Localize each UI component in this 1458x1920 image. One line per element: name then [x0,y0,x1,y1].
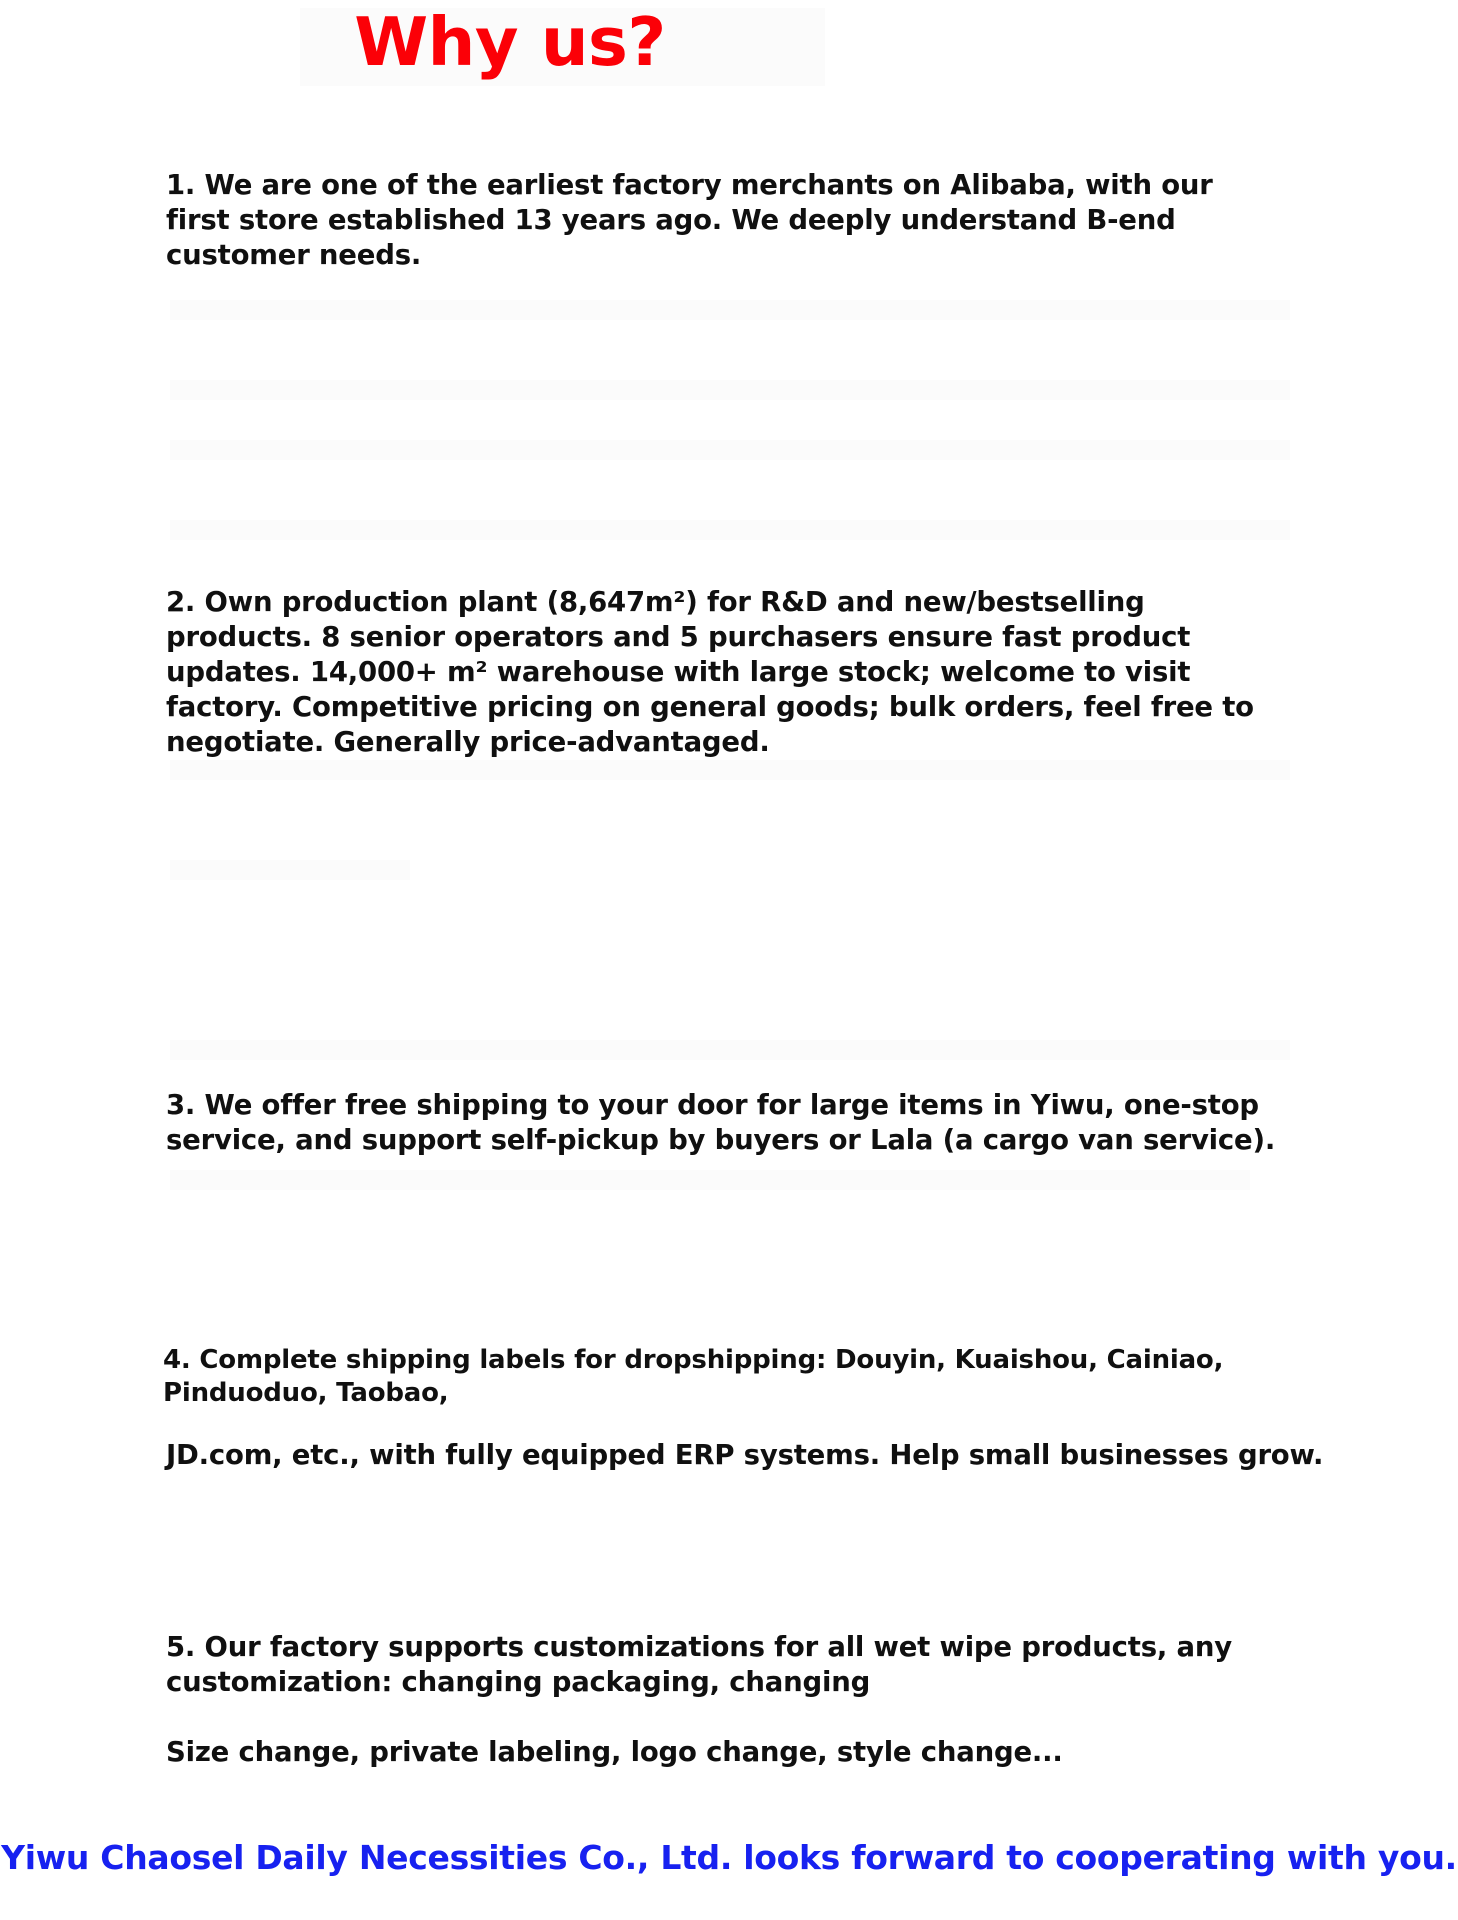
page-title: Why us? [354,3,666,81]
point-2-text: 2. Own production plant (8,647m²) for R&D and new/bestselling products. 8 senior operators and 5 purchasers ensure fast product updates. 14,000+ m² warehouse with large stock; welcome to visit factory. Competitive pricing on general goods; bulk orders, feel free to negotiate. Generally price-advantaged. [166,586,1254,758]
watermark-row [170,520,1290,540]
point-3-text: 3. We offer free shipping to your door for large items in Yiwu, one-stop service, and support self-pickup by buyers or Lala (a cargo van service). [166,1089,1276,1156]
watermark-row [170,760,1290,780]
point-1-text: 1. We are one of the earliest factory merchants on Alibaba, with our first store established 13 years ago. We deeply understand B-end customer needs. [166,169,1213,271]
footer-company-statement: Yiwu Chaosel Daily Necessities Co., Ltd. looks forward to cooperating with you. [1,1838,1457,1877]
watermark-row [170,380,1290,400]
watermark-row [170,860,410,880]
point-4-text-line-2: JD.com, etc., with fully equipped ERP systems. Help small businesses grow. [166,1439,1324,1471]
watermark-row [170,1170,1250,1190]
watermark-row [170,1040,1290,1060]
watermark-row [170,440,1290,460]
watermark-row [170,300,1290,320]
point-5-text-line-1: 5. Our factory supports customizations for all wet wipe products, any customization: changing packaging, changing [166,1631,1232,1698]
point-4-text-line-1: 4. Complete shipping labels for dropshipping: Douyin, Kuaishou, Cainiao, Pinduoduo, Taobao, [163,1345,1224,1409]
point-5-text-line-2: Size change, private labeling, logo change, style change... [166,1736,1063,1768]
